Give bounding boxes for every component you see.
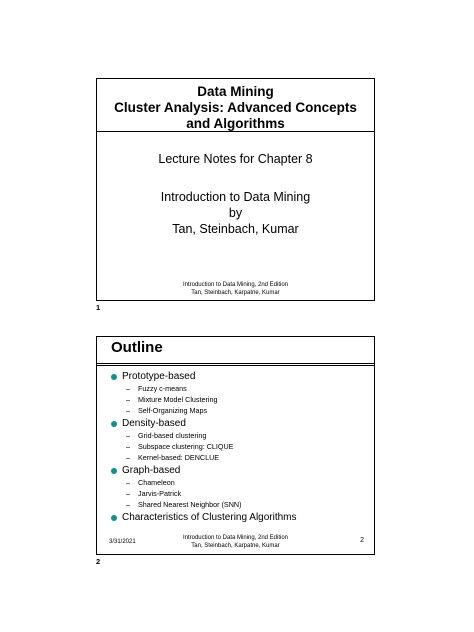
outline-item [111,512,361,524]
outline-subitem [126,477,361,488]
title-line-3: and Algorithms [186,116,285,131]
authors: Tan, Steinbach, Kumar [172,222,299,236]
dash-icon: – [126,395,130,404]
outline-title: Outline [111,339,163,356]
outline-subitem [126,452,361,463]
title-divider-secondary [97,365,374,366]
outline-list [111,369,361,524]
bullet-icon [111,374,117,380]
outline-item-label: Graph-based [122,465,181,476]
dash-icon: – [126,489,130,498]
slide-title [97,84,374,132]
outline-subitem [126,499,361,510]
outline-subitem [126,383,361,394]
title-line-1: Data Mining [197,84,274,99]
outline-item-label: Prototype-based [122,371,196,382]
dash-icon: – [126,500,130,509]
outline-subitem-label: Shared Nearest Neighbor (SNN) [138,500,242,509]
outline-subitem [126,394,361,405]
slide-2 [96,336,375,555]
footer-line-2: Tan, Steinbach, Karpatne, Kumar [191,543,280,549]
outline-subitem [126,441,361,452]
dash-icon: – [126,478,130,487]
footer-line-1: Introduction to Data Mining, 2nd Edition [182,282,289,288]
dash-icon: – [126,453,130,462]
book-title: Introduction to Data Mining [160,190,311,204]
outline-item [111,465,361,477]
footer-line-1: Introduction to Data Mining, 2nd Edition [182,535,289,541]
dash-icon: – [126,442,130,451]
outline-subitem-label: Chameleon [138,478,175,487]
title-line-2: Cluster Analysis: Advanced Concepts [114,100,357,115]
bullet-icon [111,468,117,474]
outline-subitem-label: Grid-based clustering [138,431,207,440]
slide-footer [97,281,374,297]
outline-subitem-label: Kernel-based: DENCLUE [138,453,220,462]
by-text: by [228,206,243,220]
outline-item-label: Characteristics of Clustering Algorithms [122,512,297,523]
book-info [97,189,374,237]
outline-subitem [126,488,361,499]
page-number: 2 [360,537,364,544]
slide-1 [96,78,375,301]
dash-icon: – [126,384,130,393]
lecture-notes-text: Lecture Notes for Chapter 8 [158,152,313,166]
dash-icon: – [126,431,130,440]
slide-date: 3/31/2021 [109,539,136,545]
outline-item [111,418,361,430]
slide-number-label: 1 [96,303,101,312]
slide-number-label: 2 [96,557,101,566]
outline-subitem-label: Self-Organizing Maps [138,406,208,415]
outline-item [111,371,361,383]
outline-subitem-label: Subspace clustering: CLIQUE [138,442,234,451]
outline-subitem [126,405,361,416]
title-divider [97,131,374,132]
bullet-icon [111,421,117,427]
dash-icon: – [126,406,130,415]
outline-subitem-label: Fuzzy c-means [138,384,187,393]
bullet-icon [111,515,117,521]
outline-subitem-label: Mixture Model Clustering [138,395,218,404]
outline-item-label: Density-based [122,418,186,429]
outline-subitem-label: Jarvis-Patrick [138,489,182,498]
footer-line-2: Tan, Steinbach, Karpatne, Kumar [191,290,280,296]
slide-footer [97,534,374,550]
outline-subitem [126,430,361,441]
title-divider [97,363,374,364]
